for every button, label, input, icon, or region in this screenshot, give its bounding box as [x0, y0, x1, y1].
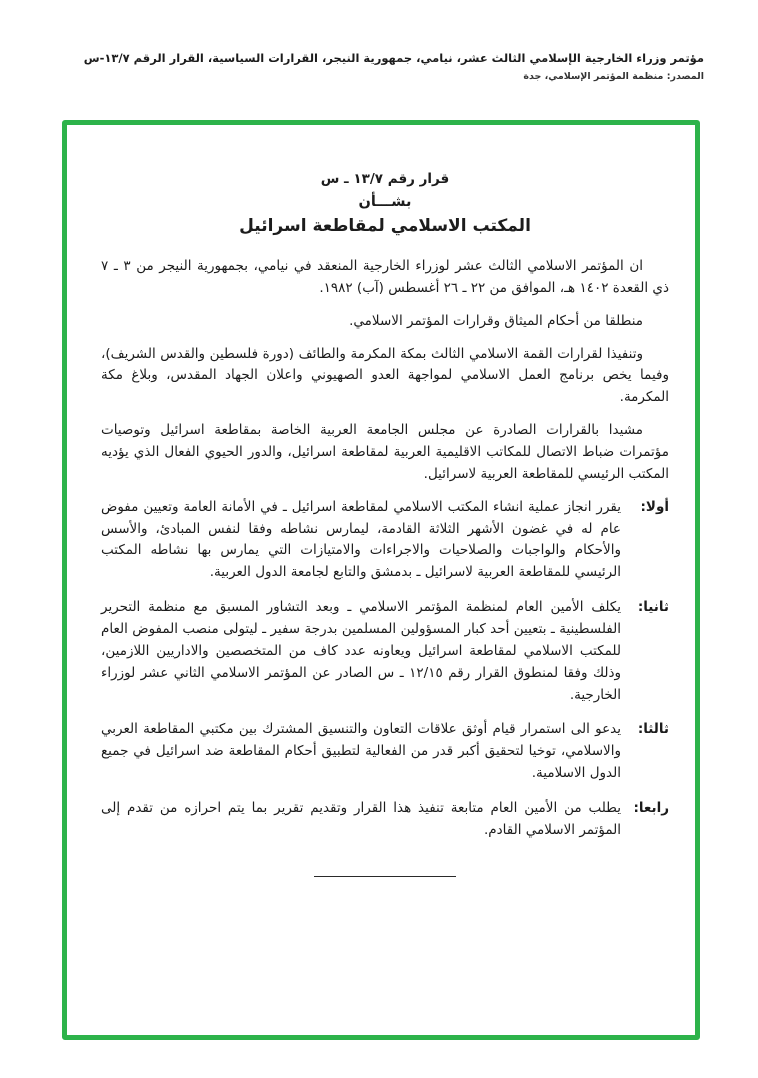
item-marker: أولا:	[640, 498, 669, 515]
item-text: يقرر انجاز عملية انشاء المكتب الاسلامي لمقاطعة اسرائيل ـ في الأمانة العامة وتعيين مفوض عام له في غضون الأشهر الثلاثة القادمة، ليمارس نشاطه وفقا لنفس المبادئ، والأسس والأحكام والواجبات والصلاحيات والاجراءات والامتيازات التي يمارس بها نشاطه المكتب الرئيسي للمقاطعة العربية لاسرائيل ـ بدمشق والتابع لجامعة الدول العربية.	[101, 498, 621, 581]
document-body	[101, 256, 669, 877]
green-document-border	[62, 120, 700, 1040]
resolution-item	[101, 597, 669, 706]
document-content	[67, 125, 695, 877]
item-marker: ثانيا:	[637, 599, 669, 616]
resolution-item	[101, 497, 669, 584]
resolution-number-title: قرار رقم ١٣/٧ ـ س	[320, 171, 450, 187]
resolution-item	[101, 798, 669, 842]
item-text: يكلف الأمين العام لمنظمة المؤتمر الاسلامي ـ وبعد التشاور المسبق مع منظمة التحرير الفلسطينية ـ بتعيين أحد كبار المسؤولين المسلمين بدرجة سفير ـ ليتولى منصب المفوض العام للمكتب الاسلامي لمقاطعة اسرائيل ويعاونه عدد كاف من المتخصصين والاداريين اللازمين، وذلك وفقا لمنطوق القرار رقم ١٢/١٥ ـ س الصادر عن المؤتمر الاسلامي الثاني عشر لوزراء الخارجية.	[101, 599, 621, 703]
item-text: يدعو الى استمرار قيام أوثق علاقات التعاون والتنسيق المشترك بين مكتبي المقاطعة العربي والاسلامي، توخيا لتحقيق أكبر قدر من الفعالية لتطبيق أحكام المقاطعة ضد اسرائيل في جميع الدول الاسلامية.	[101, 721, 621, 782]
source-line: المصدر: منظمة المؤتمر الإسلامي، جدة	[523, 71, 704, 83]
citation-line: مؤتمر وزراء الخارجية الإسلامي الثالث عشر، نيامي، جمهورية النيجر، القرارات السياسية، القرار الرقم ١٣/٧-س	[83, 51, 704, 65]
title-block	[101, 171, 669, 236]
subject-word: بشـــأن	[358, 194, 412, 210]
item-marker: ثالثا:	[637, 721, 669, 738]
resolution-item	[101, 719, 669, 785]
preamble-paragraph: مشيدا بالقرارات الصادرة عن مجلس الجامعة العربية الخاصة بمقاطعة اسرائيل وتوصيات مؤتمرات ضباط الاتصال للمكاتب الاقليمية العربية لمقاطعة اسرائيل، والدور الحيوي الفعال الذي يؤديه المكتب الرئيسي للمقاطعة العربية لاسرائيل.	[101, 422, 669, 482]
citation-header	[54, 50, 704, 82]
item-marker: رابعا:	[633, 800, 669, 817]
preamble-paragraph: منطلقا من أحكام الميثاق وقرارات المؤتمر الاسلامي.	[349, 312, 643, 329]
preamble-paragraph: ان المؤتمر الاسلامي الثالث عشر لوزراء الخارجية المنعقد في نيامي، بجمهورية النيجر من ٣ ـ ٧ ذي القعدة ١٤٠٢ هـ، الموافق من ٢٢ ـ ٢٦ أغسطس (آب) ١٩٨٢.	[101, 258, 669, 296]
item-text: يطلب من الأمين العام متابعة تنفيذ هذا القرار وتقديم تقرير بما يتم احرازه من تقدم إلى المؤتمر الاسلامي القادم.	[101, 800, 621, 838]
document-title: المكتب الاسلامي لمقاطعة اسرائيل	[239, 216, 531, 236]
preamble-paragraph: وتنفيذا لقرارات القمة الاسلامي الثالث بمكة المكرمة والطائف (دورة فلسطين والقدس الشريف)، وفيما يخص برنامج العمل الاسلامي لمواجهة العدو الصهيوني واعلان الجهاد المقدس، وبلاغ مكة المكرمة.	[101, 345, 669, 406]
closing-divider-line	[314, 876, 456, 877]
